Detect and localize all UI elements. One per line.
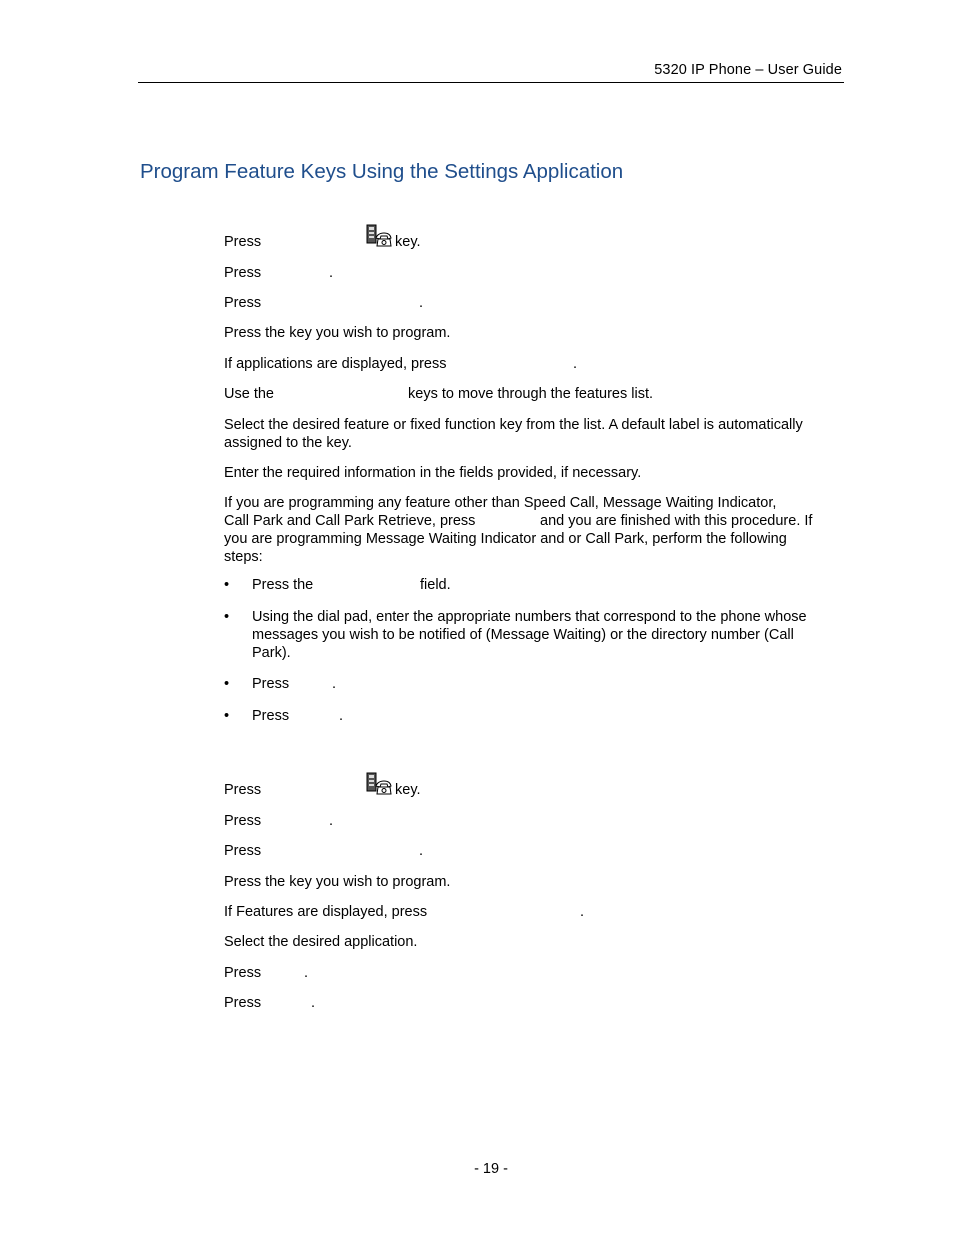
step-period: . [311, 995, 316, 1011]
step-scroll-keys: keys to move through the features list. [408, 386, 654, 402]
step-press-superkey: Press [224, 782, 262, 798]
step-period: . [419, 295, 424, 311]
step-press-b: Press [224, 295, 262, 311]
bullet: • [224, 708, 230, 724]
step-select-application: Select the desired application. [224, 934, 418, 950]
superkey-phone-icon [366, 772, 392, 796]
header-title: 5320 IP Phone – User Guide [654, 62, 842, 78]
step-press-superkey: Press [224, 234, 262, 250]
step-applications: If applications are displayed, press [224, 356, 447, 372]
bullet-dial-pad: Using the dial pad, enter the appropriate numbers that correspond to the phone whose messages you wish to be notified of (Message Waiting) or the directory number (Call Park). [252, 609, 807, 661]
bullet: • [224, 609, 230, 625]
step-select-feature: Select the desired feature or fixed function key from the list. A default label is automatically assigned to the key. [224, 417, 803, 451]
page-title: Program Feature Keys Using the Settings Application [140, 159, 624, 183]
step-enter-info: Enter the required information in the fields provided, if necessary. [224, 465, 642, 481]
step-press-a: Press [224, 265, 262, 281]
bullet: • [224, 676, 230, 692]
step-press-c: Press [224, 965, 262, 981]
page-number: - 19 - [474, 1161, 508, 1177]
bullet-press-d: Press [252, 708, 290, 724]
step-period: . [573, 356, 578, 372]
step-period: . [329, 265, 334, 281]
bullet-period: . [332, 676, 337, 692]
key-label: key. [395, 782, 421, 798]
step-press-key: Press the key you wish to program. [224, 325, 451, 341]
step-other-features-line4: steps: [224, 549, 263, 565]
bullet-press-the: Press the [252, 577, 314, 593]
header-divider [138, 82, 844, 83]
bullet: • [224, 577, 230, 593]
step-press-a: Press [224, 813, 262, 829]
step-other-features-line3: you are programming Message Waiting Indicator and or Call Park, perform the following [224, 531, 787, 547]
step-press-d: Press [224, 995, 262, 1011]
superkey-phone-icon [366, 224, 392, 248]
step-period: . [329, 813, 334, 829]
step-other-features-line2: Call Park and Call Park Retrieve, press [224, 513, 476, 529]
step-features-displayed: If Features are displayed, press [224, 904, 428, 920]
step-press-b: Press [224, 843, 262, 859]
bullet-period: . [339, 708, 344, 724]
bullet-field: field. [420, 577, 451, 593]
step-other-features-line1: If you are programming any feature other than Speed Call, Message Waiting Indicator, [224, 495, 777, 511]
step-use-the: Use the [224, 386, 274, 402]
step-period: . [419, 843, 424, 859]
bullet-press-c: Press [252, 676, 290, 692]
step-period: . [580, 904, 585, 920]
step-other-features-line2b: and you are finished with this procedure. If [540, 513, 813, 529]
step-period: . [304, 965, 309, 981]
step-press-key: Press the key you wish to program. [224, 874, 451, 890]
key-label: key. [395, 234, 421, 250]
